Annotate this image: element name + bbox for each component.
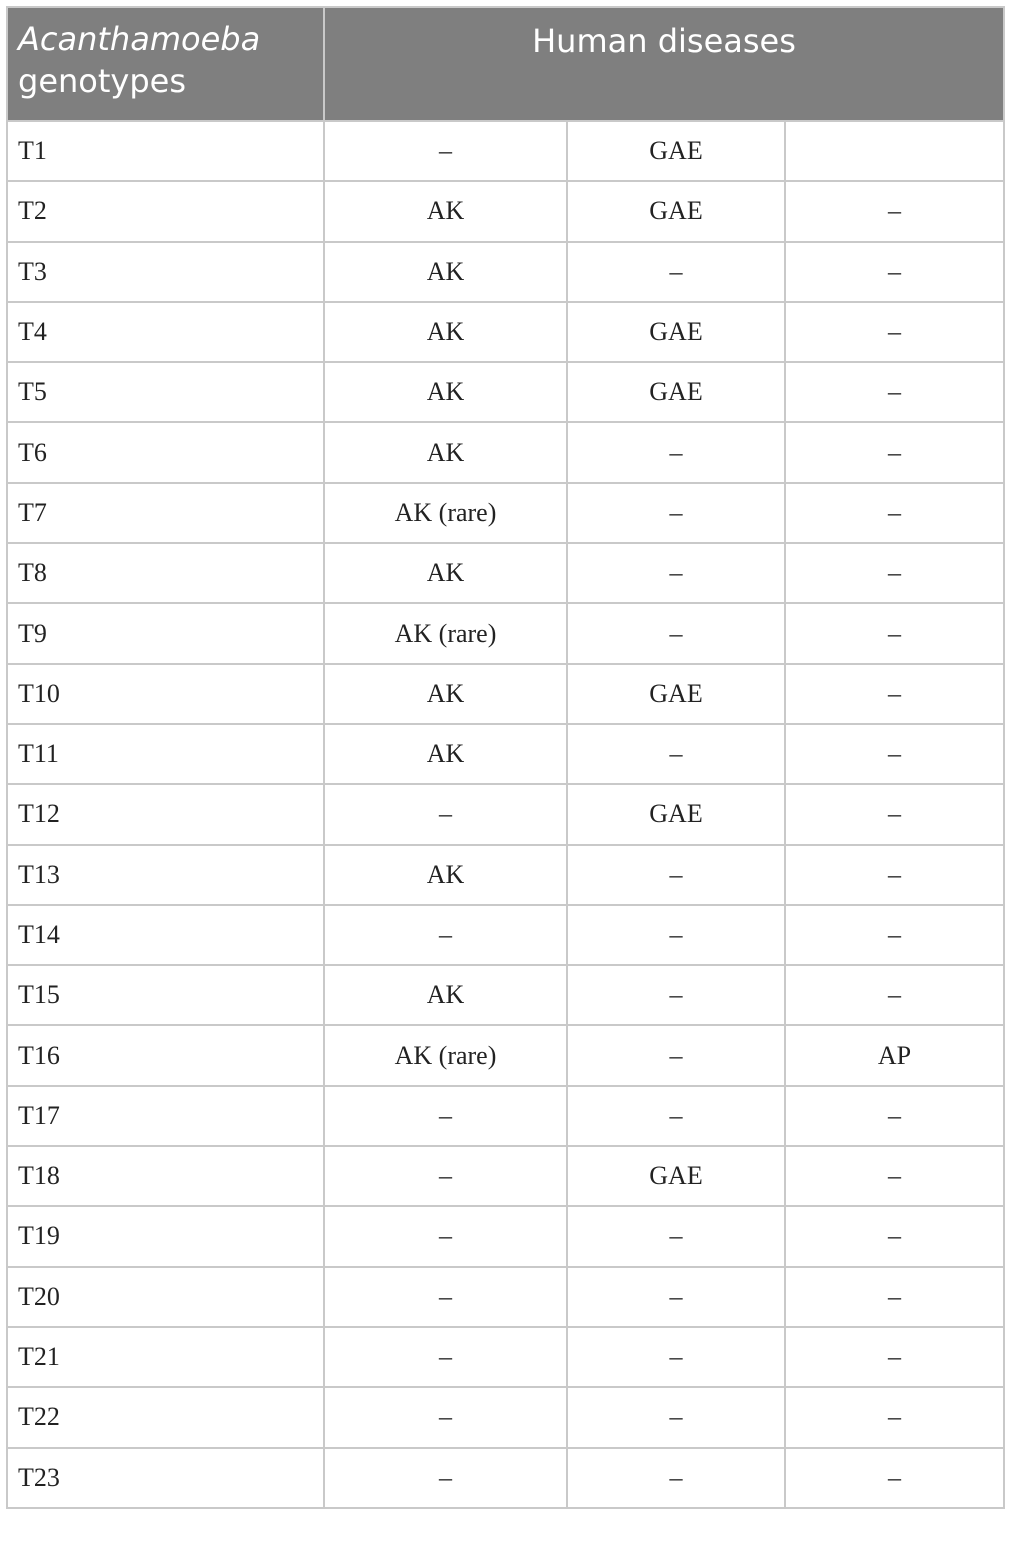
ap-cell: – <box>785 302 1004 362</box>
ap-cell: – <box>785 1146 1004 1206</box>
gae-cell: – <box>567 1086 785 1146</box>
genotype-cell: T23 <box>7 1448 324 1508</box>
gae-cell: – <box>567 1025 785 1085</box>
ak-cell: – <box>324 1327 567 1387</box>
table-row <box>7 121 1004 181</box>
ak-cell: – <box>324 1206 567 1266</box>
ak-cell: – <box>324 905 567 965</box>
genotype-cell: T1 <box>7 121 324 181</box>
ak-cell: AK <box>324 242 567 302</box>
genotype-cell: T18 <box>7 1146 324 1206</box>
table-row <box>7 1086 1004 1146</box>
ak-cell: – <box>324 1267 567 1327</box>
genotype-disease-table <box>6 6 1005 1509</box>
genotype-column-header <box>7 7 324 121</box>
ap-cell: – <box>785 1267 1004 1327</box>
ap-cell: – <box>785 664 1004 724</box>
table-row <box>7 724 1004 784</box>
gae-cell: – <box>567 543 785 603</box>
ak-cell: AK <box>324 724 567 784</box>
table-row <box>7 1267 1004 1327</box>
table-row <box>7 1387 1004 1447</box>
ak-cell: AK (rare) <box>324 483 567 543</box>
genotype-cell: T5 <box>7 362 324 422</box>
gae-cell: – <box>567 965 785 1025</box>
genotype-cell: T15 <box>7 965 324 1025</box>
table-row <box>7 603 1004 663</box>
genotype-cell: T14 <box>7 905 324 965</box>
table-row <box>7 1025 1004 1085</box>
gae-cell: – <box>567 845 785 905</box>
table-row <box>7 965 1004 1025</box>
ak-cell: – <box>324 1146 567 1206</box>
ak-cell: – <box>324 784 567 844</box>
genotype-cell: T9 <box>7 603 324 663</box>
genotype-cell: T13 <box>7 845 324 905</box>
gae-cell: – <box>567 603 785 663</box>
gae-cell: – <box>567 1448 785 1508</box>
genotype-cell: T6 <box>7 422 324 482</box>
ap-cell: – <box>785 965 1004 1025</box>
ak-cell: AK <box>324 543 567 603</box>
ak-cell: – <box>324 1448 567 1508</box>
table-row <box>7 1327 1004 1387</box>
gae-cell: – <box>567 1206 785 1266</box>
genotype-header-plain: genotypes <box>18 62 187 100</box>
ap-cell: AP <box>785 1025 1004 1085</box>
ap-cell: – <box>785 905 1004 965</box>
ap-cell: – <box>785 603 1004 663</box>
ap-cell: – <box>785 181 1004 241</box>
ak-cell: AK <box>324 302 567 362</box>
gae-cell: GAE <box>567 664 785 724</box>
gae-cell: – <box>567 1267 785 1327</box>
table-row <box>7 422 1004 482</box>
gae-cell: GAE <box>567 181 785 241</box>
ap-cell: – <box>785 1387 1004 1447</box>
table-row <box>7 302 1004 362</box>
ak-cell: AK (rare) <box>324 1025 567 1085</box>
genotype-cell: T21 <box>7 1327 324 1387</box>
ak-cell: AK <box>324 965 567 1025</box>
gae-cell: – <box>567 1387 785 1447</box>
genotype-cell: T16 <box>7 1025 324 1085</box>
ap-cell: – <box>785 1448 1004 1508</box>
gae-cell: – <box>567 242 785 302</box>
gae-cell: – <box>567 905 785 965</box>
gae-cell: – <box>567 422 785 482</box>
ap-cell: – <box>785 1086 1004 1146</box>
gae-cell: GAE <box>567 362 785 422</box>
genotype-cell: T10 <box>7 664 324 724</box>
table-row <box>7 845 1004 905</box>
genotype-cell: T12 <box>7 784 324 844</box>
ap-cell: – <box>785 362 1004 422</box>
genotype-cell: T20 <box>7 1267 324 1327</box>
ak-cell: AK <box>324 422 567 482</box>
gae-cell: GAE <box>567 784 785 844</box>
table-row <box>7 362 1004 422</box>
ak-cell: AK <box>324 362 567 422</box>
ap-cell: – <box>785 483 1004 543</box>
ap-cell: – <box>785 543 1004 603</box>
table-row <box>7 784 1004 844</box>
genotype-cell: T19 <box>7 1206 324 1266</box>
ap-cell <box>785 121 1004 181</box>
genotype-cell: T11 <box>7 724 324 784</box>
gae-cell: – <box>567 1327 785 1387</box>
ak-cell: AK <box>324 664 567 724</box>
ap-cell: – <box>785 1206 1004 1266</box>
table-row <box>7 905 1004 965</box>
gae-cell: – <box>567 724 785 784</box>
genotype-cell: T4 <box>7 302 324 362</box>
table-row <box>7 543 1004 603</box>
gae-cell: GAE <box>567 302 785 362</box>
ap-cell: – <box>785 784 1004 844</box>
ak-cell: – <box>324 121 567 181</box>
ak-cell: AK <box>324 181 567 241</box>
ap-cell: – <box>785 845 1004 905</box>
table-row <box>7 1146 1004 1206</box>
genotype-cell: T17 <box>7 1086 324 1146</box>
header-row <box>7 7 1004 121</box>
table-row <box>7 242 1004 302</box>
table-row <box>7 483 1004 543</box>
human-diseases-header: Human diseases <box>324 7 1004 121</box>
table-row <box>7 664 1004 724</box>
ap-cell: – <box>785 1327 1004 1387</box>
genotype-header-italic: Acanthamoeba <box>18 20 261 58</box>
genotype-cell: T8 <box>7 543 324 603</box>
table-body <box>7 121 1004 1508</box>
ap-cell: – <box>785 242 1004 302</box>
table-header <box>7 7 1004 121</box>
ak-cell: AK (rare) <box>324 603 567 663</box>
table-row <box>7 1206 1004 1266</box>
genotype-cell: T2 <box>7 181 324 241</box>
table-row <box>7 1448 1004 1508</box>
table-row <box>7 181 1004 241</box>
ak-cell: – <box>324 1086 567 1146</box>
gae-cell: GAE <box>567 121 785 181</box>
ak-cell: – <box>324 1387 567 1447</box>
genotype-cell: T7 <box>7 483 324 543</box>
ap-cell: – <box>785 724 1004 784</box>
ak-cell: AK <box>324 845 567 905</box>
ap-cell: – <box>785 422 1004 482</box>
gae-cell: – <box>567 483 785 543</box>
gae-cell: GAE <box>567 1146 785 1206</box>
genotype-cell: T22 <box>7 1387 324 1447</box>
genotype-cell: T3 <box>7 242 324 302</box>
